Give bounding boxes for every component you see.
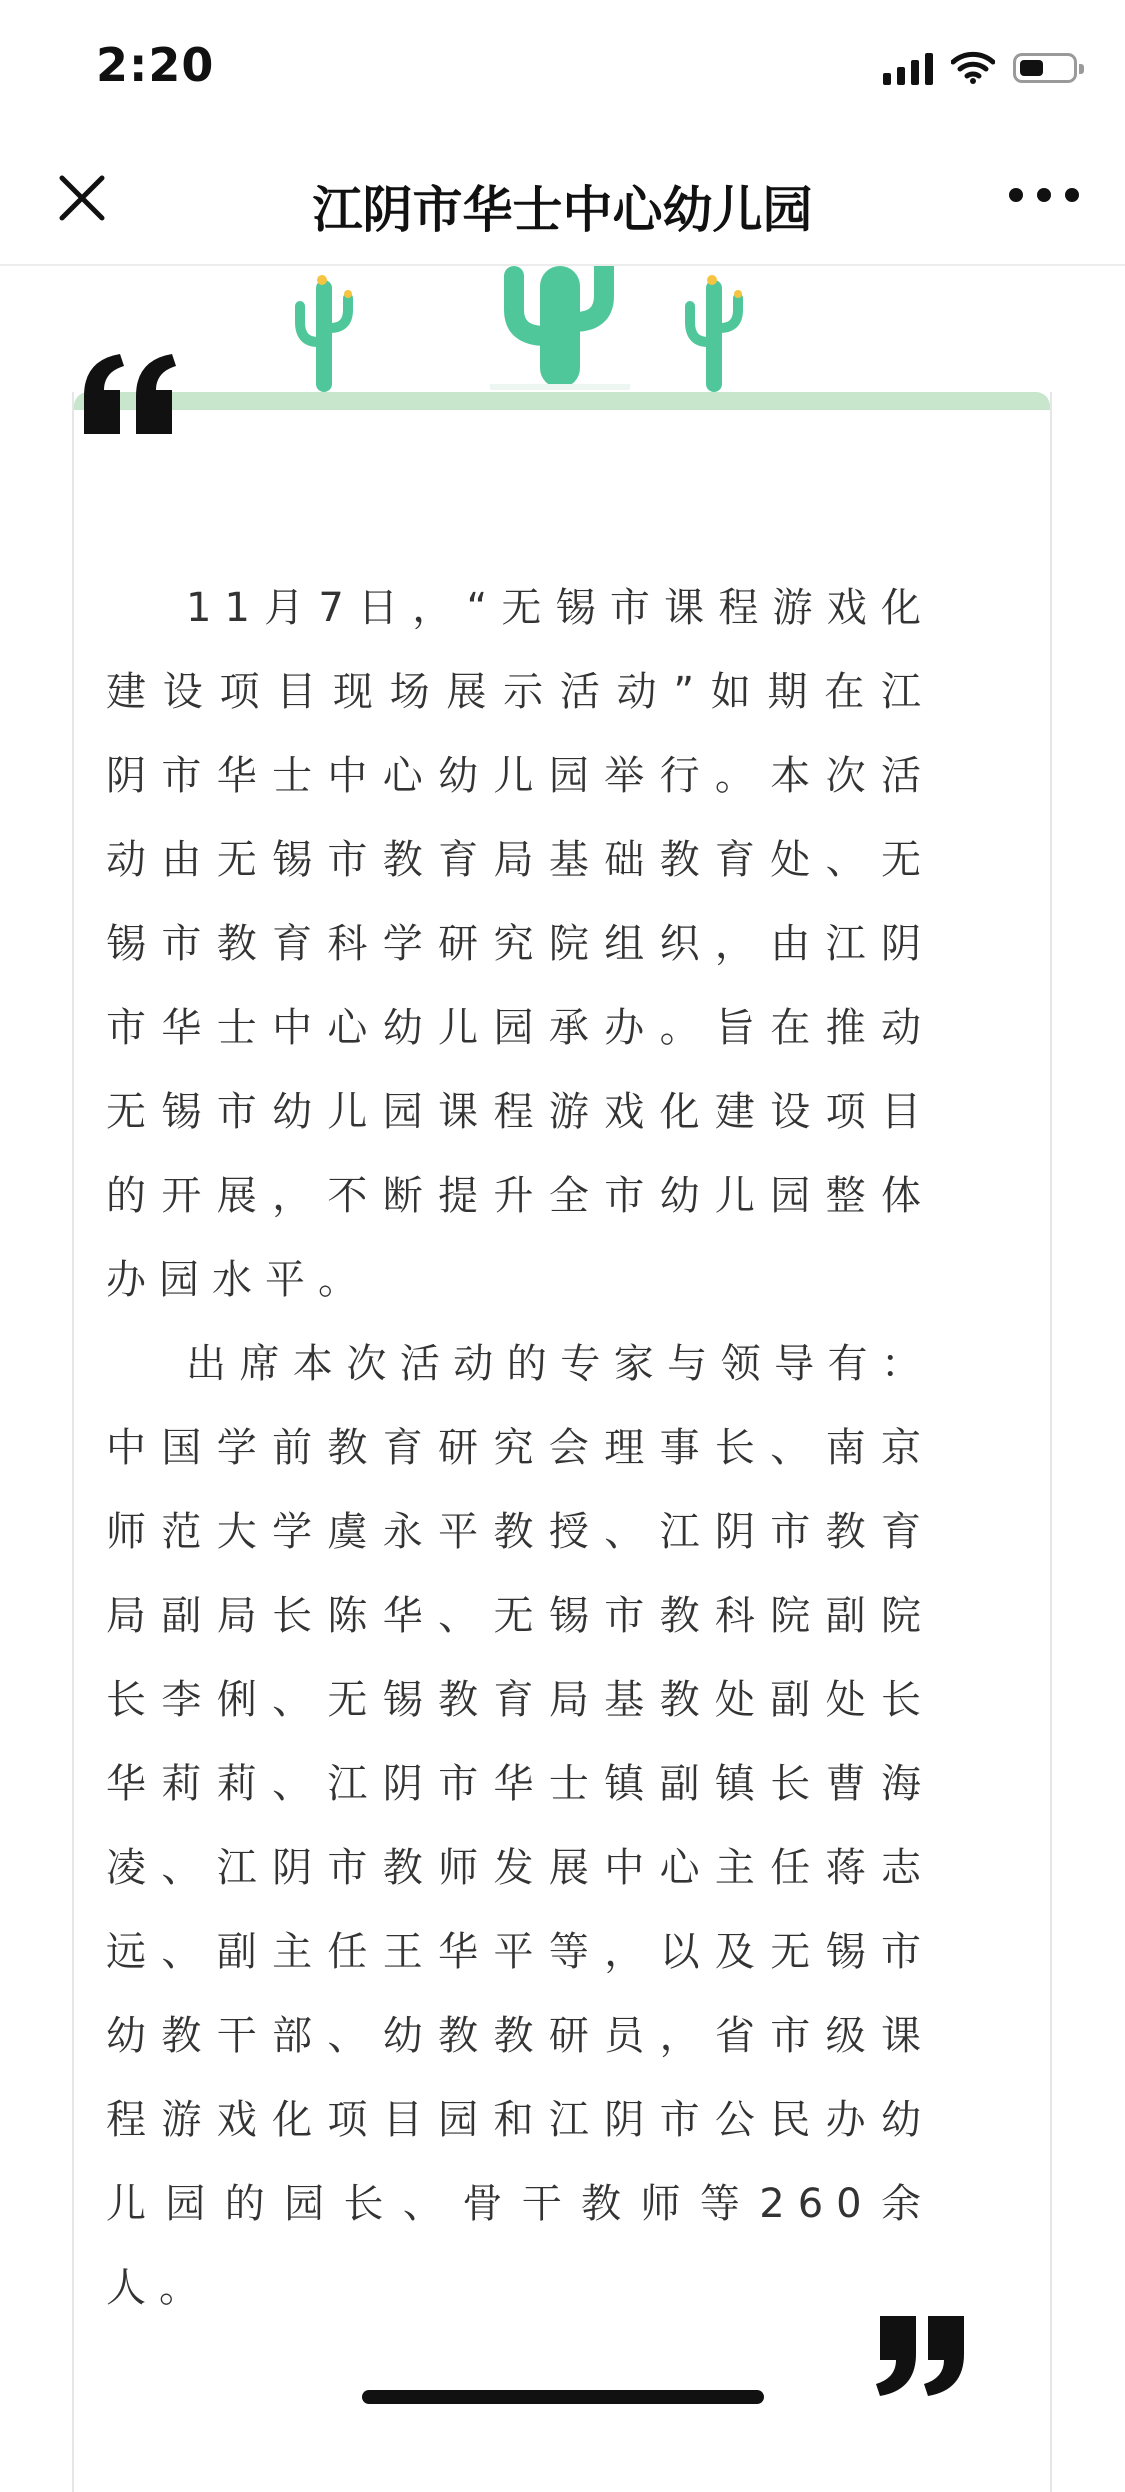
cactus-ground <box>490 384 630 390</box>
status-time: 2:20 <box>96 38 215 92</box>
close-quote-icon <box>872 2312 972 2398</box>
cactus-middle-icon <box>514 266 604 388</box>
battery-icon <box>1013 53 1077 83</box>
article-content <box>0 266 1125 2436</box>
page-title: 江阴市华士中心幼儿园 <box>312 181 813 239</box>
nav-bar <box>0 132 1125 266</box>
cactus-left-icon <box>300 275 352 392</box>
article-paragraph: 11月7日，“无锡市课程游戏化建设项目现场展示活动”如期在江阴市华士中心幼儿园举行。本次活动由无锡市教育局基础教育处、无锡市教育科学研究院组织，由江阴市华士中心幼儿园承办。旨在推动无锡市幼儿园课程游戏化建设项目的开展，不断提升全市幼儿园整体办园水平。 <box>106 585 934 1303</box>
battery-fill <box>1020 60 1043 76</box>
status-icons <box>883 48 1077 88</box>
open-quote-icon <box>80 352 180 438</box>
wifi-icon <box>951 51 995 85</box>
status-bar <box>0 0 1125 132</box>
more-icon[interactable] <box>1009 180 1079 210</box>
home-indicator[interactable] <box>362 2390 764 2404</box>
article-text <box>106 566 934 2330</box>
cactus-right-icon <box>690 275 742 392</box>
card-top-bar <box>74 392 1050 410</box>
article-paragraph: 出席本次活动的专家与领导有：中国学前教育研究会理事长、南京师范大学虞永平教授、江阴市教育局副局长陈华、无锡市教科院副院长李俐、无锡教育局基教处副处长华莉莉、江阴市华士镇副镇长曹海凌、江阴市教师发展中心主任蒋志远、副主任王华平等，以及无锡市幼教干部、幼教教研员，省市级课程游戏化项目园和江阴市公民办幼儿园的园长、骨干教师等260余人。 <box>106 1341 934 2311</box>
cellular-signal-icon <box>883 51 933 85</box>
